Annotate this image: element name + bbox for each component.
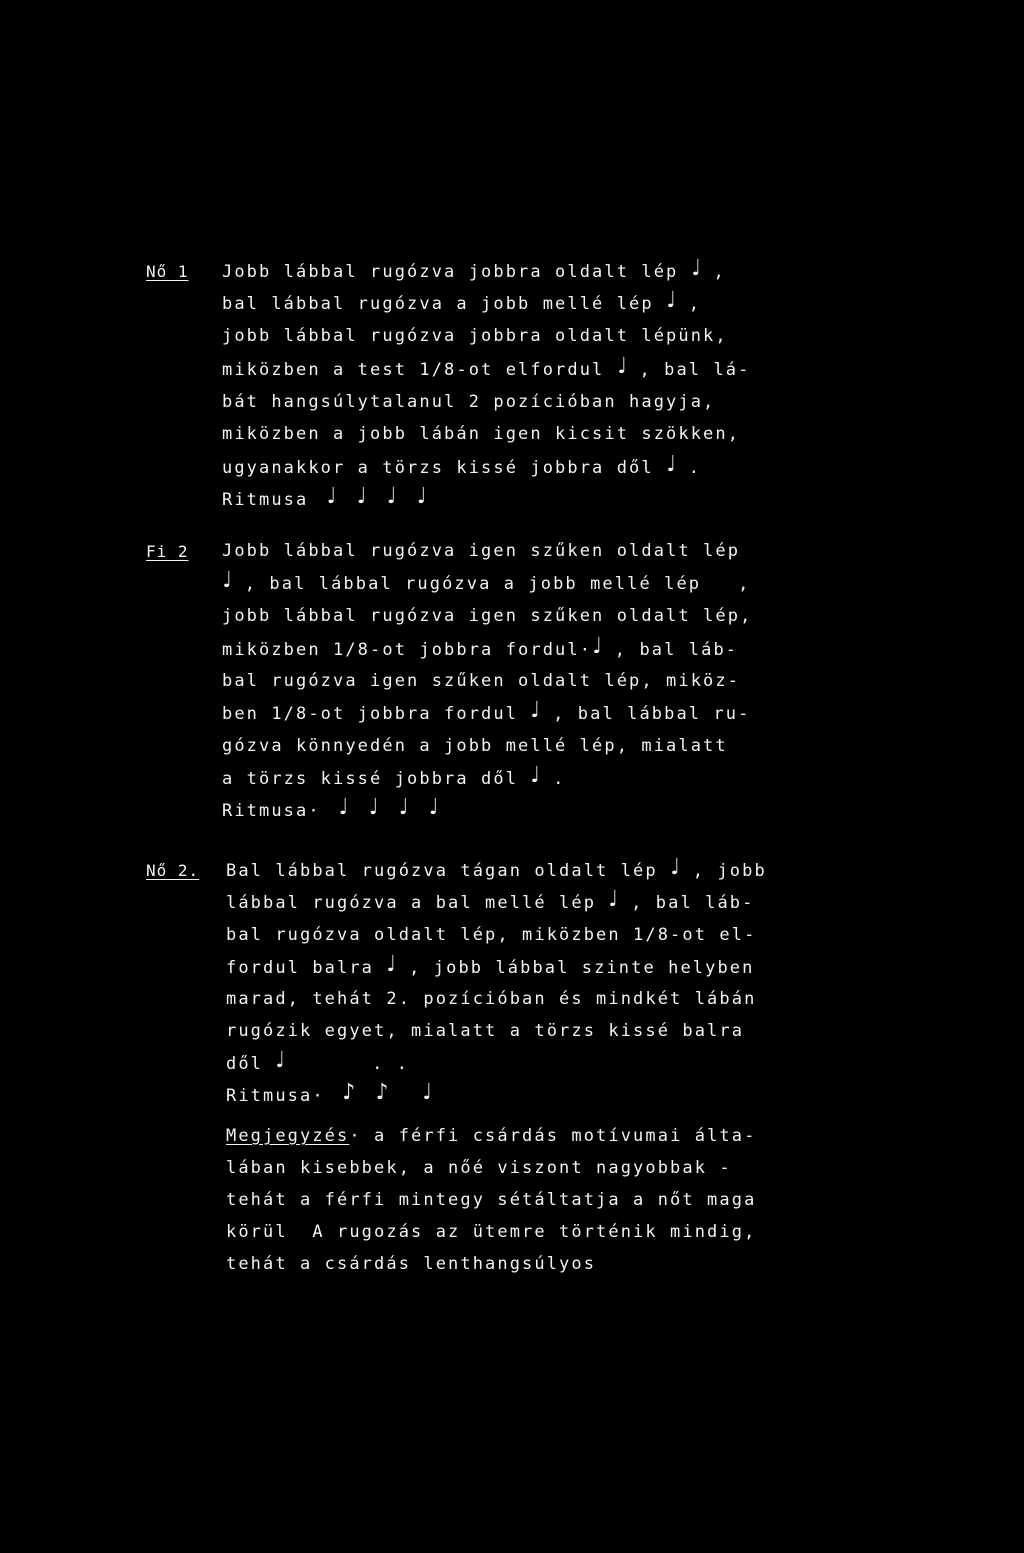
text-line: bal lábbal rugózva a jobb mellé lép ♩ , (222, 288, 702, 314)
quarter-note-icon: ♩ (530, 763, 541, 788)
quarter-note-icon: ♩ (592, 634, 602, 659)
text-line: ugyanakkor a törzs kissé jobbra dől ♩ . (222, 452, 702, 478)
quarter-note-icon: ♩ (617, 354, 627, 379)
text-line: jobb lábbal rugózva igen szűken oldalt lép, (222, 606, 753, 626)
remark-line: lában kisebbek, a nőé viszont nagyobbak - (226, 1158, 732, 1178)
text-line: Jobb lábbal rugózva jobbra oldalt lép ♩ , (222, 256, 726, 282)
quarter-note-icon: ♩ (670, 855, 680, 880)
text-line: dől ♩ . . (226, 1048, 410, 1074)
quarter-note-icon: ♩ (666, 452, 676, 477)
quarter-note-icon: ♩ (666, 288, 676, 313)
text-line: bal rugózva igen szűken oldalt lép, miköz- (222, 671, 741, 691)
section-label-fi2: Fi 2 (146, 542, 189, 561)
rhythm-notes-icon: ♩ ♩ ♩ ♩ (338, 795, 446, 820)
quarter-note-icon: ♩ (608, 887, 619, 912)
text-line: miközben a test 1/8-ot elfordul ♩ , bal lá- (222, 354, 751, 380)
section-label-no2: Nő 2. (146, 861, 200, 880)
rhythm-line: Ritmusa· ♩ ♩ ♩ ♩ (222, 795, 446, 821)
text-line: rugózik egyet, mialatt a törzs kissé balra (226, 1021, 745, 1041)
text-line: jobb lábbal rugózva jobbra oldalt lépünk, (222, 326, 728, 346)
text-line: gózva könnyedén a jobb mellé lép, mialatt (222, 736, 728, 756)
text-line: miközben 1/8-ot jobbra fordul·♩ , bal láb- (222, 634, 739, 660)
text-line: miközben a jobb lábán igen kicsit szökken, (222, 424, 741, 444)
text-line: Jobb lábbal rugózva igen szűken oldalt lép (222, 541, 741, 561)
rhythm-line: Ritmusa· ♪ ♪ ♩ (226, 1080, 440, 1106)
rhythm-notes-icon: ♪ ♪ ♩ (342, 1080, 440, 1105)
text-line: a törzs kissé jobbra dől ♩ . (222, 763, 566, 789)
quarter-note-icon: ♩ (691, 256, 701, 281)
text-line: bal rugózva oldalt lép, miközben 1/8-ot el- (226, 925, 757, 945)
text-line: ♩ , bal lábbal rugózva a jobb mellé lép , (222, 568, 751, 594)
rhythm-notes-icon: ♩ ♩ ♩ ♩ (326, 484, 434, 509)
quarter-note-icon: ♩ (530, 698, 541, 723)
text-line: ben 1/8-ot jobbra fordul ♩ , bal lábbal ru- (222, 698, 751, 724)
quarter-note-icon: ♩ (222, 568, 232, 593)
remark-line: tehát a csárdás lenthangsúlyos (226, 1254, 597, 1274)
text-line: marad, tehát 2. pozícióban és mindkét lábán (226, 989, 757, 1009)
text-line: lábbal rugózva a bal mellé lép ♩ , bal láb- (226, 887, 755, 913)
text-line: bát hangsúlytalanul 2 pozícióban hagyja, (222, 392, 716, 412)
quarter-note-icon: ♩ (275, 1048, 286, 1073)
section-label-no1: Nő 1 (146, 262, 189, 281)
text-line: Bal lábbal rugózva tágan oldalt lép ♩ , jobb (226, 855, 767, 881)
remark-line: Megjegyzés· a férfi csárdás motívumai álta- (226, 1126, 757, 1146)
remark-line: tehát a férfi mintegy sétáltatja a nőt maga (226, 1190, 757, 1210)
text-line: fordul balra ♩ , jobb lábbal szinte helyben (226, 952, 755, 978)
remark-line: körül A rugozás az ütemre történik mindig, (226, 1222, 757, 1242)
rhythm-line: Ritmusa ♩ ♩ ♩ ♩ (222, 484, 434, 510)
remark-label: Megjegyzés (226, 1126, 350, 1146)
quarter-note-icon: ♩ (386, 952, 397, 977)
